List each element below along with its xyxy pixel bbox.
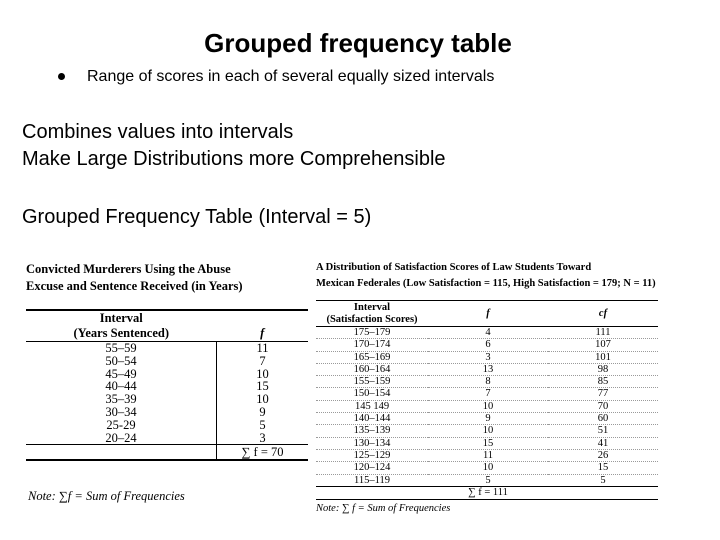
right-cell-f: 4: [428, 327, 548, 339]
left-table-note: Note: ∑f = Sum of Frequencies: [28, 489, 185, 503]
right-cell-cf: 70: [548, 400, 658, 412]
bullet-point: [58, 68, 494, 86]
right-header-sub: (Satisfaction Scores): [326, 313, 418, 325]
right-cell-interval: 165–169: [316, 351, 428, 363]
table-row: [316, 425, 658, 437]
right-cell-interval: 175–179: [316, 327, 428, 339]
table-row: [26, 406, 308, 419]
bullet-dot-icon: [58, 73, 65, 80]
table-row: [26, 432, 308, 445]
right-cell-f: 3: [428, 351, 548, 363]
right-header-cf: cf: [548, 301, 658, 327]
right-cell-cf: 98: [548, 363, 658, 375]
table-row: [316, 376, 658, 388]
table-row: [26, 342, 308, 355]
right-cell-cf: 26: [548, 449, 658, 461]
right-cell-cf: 60: [548, 413, 658, 425]
right-header-f: f: [428, 301, 548, 327]
table-row: [316, 351, 658, 363]
left-header-interval: Interval: [26, 310, 217, 326]
right-cell-f: 7: [428, 388, 548, 400]
table-row: [26, 393, 308, 406]
left-header-sub: (Years Sentenced): [26, 326, 217, 342]
right-cell-interval: 135–139: [316, 425, 428, 437]
left-cell-f: 10: [256, 366, 269, 381]
left-sum: ∑ f = 70: [217, 445, 309, 461]
right-table-caption: [316, 260, 656, 292]
right-cell-cf: 85: [548, 376, 658, 388]
left-frequency-table: [26, 309, 308, 461]
right-cell-interval: 130–134: [316, 437, 428, 449]
right-sum: ∑ f = 111: [428, 486, 548, 499]
right-cell-f: 11: [428, 449, 548, 461]
right-cell-cf: 15: [548, 462, 658, 474]
bullet-text: Range of scores in each of several equally sized intervals: [87, 68, 495, 85]
left-cell-f: 15: [256, 379, 269, 394]
right-cell-cf: 51: [548, 425, 658, 437]
left-caption-line-2: Excuse and Sentence Received (in Years): [26, 279, 243, 293]
right-cell-f: 10: [428, 400, 548, 412]
left-cell-f: 11: [256, 341, 269, 355]
left-cell-f: 9: [259, 404, 266, 419]
right-cell-interval: 140–144: [316, 413, 428, 425]
table-row: [316, 474, 658, 486]
grouped-table-heading: Grouped Frequency Table (Interval = 5): [22, 206, 372, 228]
table-row: [316, 388, 658, 400]
right-cell-interval: 120–124: [316, 462, 428, 474]
right-cell-interval: 145 149: [316, 400, 428, 412]
table-row: [316, 413, 658, 425]
left-header-f: f: [217, 326, 309, 342]
right-cell-interval: 125–129: [316, 449, 428, 461]
left-cell-interval: 45–49: [26, 368, 217, 381]
right-cell-f: 8: [428, 376, 548, 388]
left-header-blank: [217, 310, 309, 326]
table-row: [316, 462, 658, 474]
left-cell-interval: 25-29: [26, 419, 217, 432]
left-cell-interval: 55–59: [26, 342, 217, 355]
right-cell-interval: 115–119: [316, 474, 428, 486]
right-sum-blank: [316, 486, 428, 499]
right-header-interval-label: Interval: [353, 301, 391, 313]
body-line-1: Combines values into intervals: [22, 121, 294, 143]
right-caption-line-1: A Distribution of Satisfaction Scores of Law Students Toward: [316, 262, 592, 273]
right-header-interval: [316, 301, 428, 327]
right-table-note: Note: ∑ f = Sum of Frequencies: [316, 503, 451, 514]
left-cell-interval: 40–44: [26, 380, 217, 393]
right-cell-interval: 150–154: [316, 388, 428, 400]
left-sum-blank: [26, 445, 217, 461]
right-cell-f: 5: [428, 474, 548, 486]
right-cell-cf: 107: [548, 339, 658, 351]
right-cell-interval: 155–159: [316, 376, 428, 388]
table-row: [316, 437, 658, 449]
body-line-2: Make Large Distributions more Comprehensible: [22, 148, 446, 170]
right-cell-cf: 41: [548, 437, 658, 449]
left-table-caption: [26, 261, 243, 295]
slide-title: Grouped frequency table: [204, 28, 512, 58]
right-cell-cf: 5: [548, 474, 658, 486]
right-cell-cf: 77: [548, 388, 658, 400]
right-cell-interval: 160–164: [316, 363, 428, 375]
right-cell-f: 10: [428, 462, 548, 474]
right-cell-cf: 101: [548, 351, 658, 363]
left-cell-interval: 35–39: [26, 393, 217, 406]
table-row: [316, 363, 658, 375]
right-cell-f: 13: [428, 363, 548, 375]
table-row: [316, 449, 658, 461]
table-row: [26, 419, 308, 432]
right-cell-f: 9: [428, 413, 548, 425]
left-cell-f: 3: [259, 430, 266, 445]
right-cell-f: 15: [428, 437, 548, 449]
table-row: [26, 355, 308, 368]
left-cell-f: 5: [259, 417, 266, 432]
right-cell-interval: 170–174: [316, 339, 428, 351]
left-cell-f: 10: [256, 392, 269, 407]
left-cell-interval: 30–34: [26, 406, 217, 419]
right-caption-line-2: Mexican Federales (Low Satisfaction = 115, High Satisfaction = 179; N = 11): [316, 278, 656, 289]
right-cell-f: 10: [428, 425, 548, 437]
left-caption-line-1: Convicted Murderers Using the Abuse: [26, 262, 231, 276]
left-cell-interval: 50–54: [26, 355, 217, 368]
right-cell-f: 6: [428, 339, 548, 351]
left-cell-f: 7: [259, 353, 266, 368]
right-frequency-table: [316, 300, 658, 500]
left-cell-interval: 20–24: [26, 432, 217, 445]
table-row: [316, 400, 658, 412]
right-sum-blank-2: [548, 486, 658, 499]
body-text: [22, 119, 446, 173]
table-row: [316, 327, 658, 339]
table-row: [316, 339, 658, 351]
right-cell-cf: 111: [548, 327, 658, 339]
